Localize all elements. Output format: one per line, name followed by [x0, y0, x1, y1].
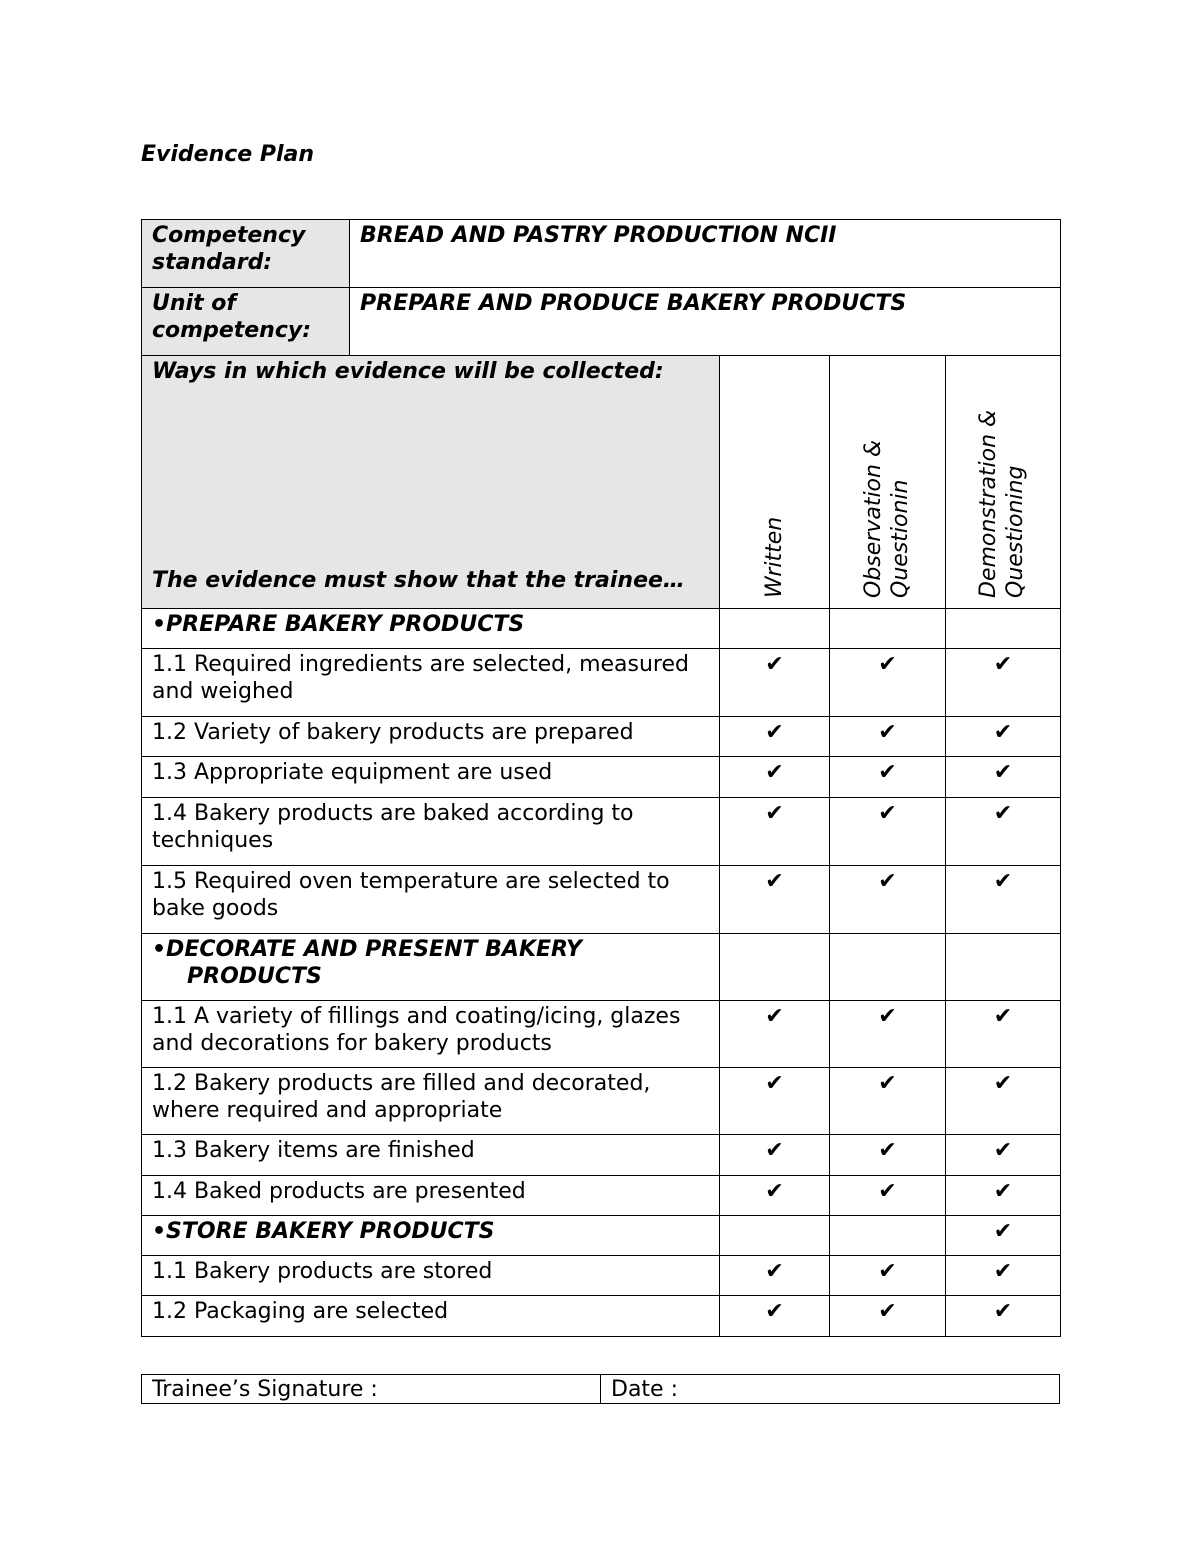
check-cell — [720, 1135, 830, 1176]
check-cell — [830, 1068, 946, 1135]
checkmark-icon: ✔ — [993, 1259, 1013, 1284]
column-demonstration — [946, 356, 1061, 609]
column-observation-label: Observation & Questionin — [860, 439, 913, 598]
check-cell — [946, 1256, 1061, 1296]
checkmark-icon: ✔ — [765, 869, 784, 894]
section-row — [142, 1216, 1061, 1256]
criterion-text: 1.4 Bakery products are baked according to techniques — [142, 798, 720, 866]
unit-of-competency-row — [142, 288, 1061, 356]
signature-row — [142, 1375, 1060, 1404]
check-cell — [830, 757, 946, 798]
check-cell — [720, 649, 830, 717]
checkmark-icon: ✔ — [878, 760, 897, 785]
checkmark-icon: ✔ — [765, 801, 784, 826]
checkmark-icon: ✔ — [878, 1071, 897, 1096]
table-row — [142, 757, 1061, 798]
section-title: •PREPARE BAKERY PRODUCTS — [142, 609, 720, 649]
checkmark-icon: ✔ — [878, 801, 897, 826]
section-title-line: PRODUCTS — [187, 964, 322, 989]
check-cell — [946, 934, 1061, 1001]
check-cell — [830, 1135, 946, 1176]
criterion-text: 1.1 A variety of fillings and coating/icing, glazes and decorations for bakery products — [142, 1001, 720, 1068]
check-cell — [946, 757, 1061, 798]
evidence-methods-header — [142, 356, 720, 609]
checkmark-icon: ✔ — [765, 760, 784, 785]
check-cell — [946, 1296, 1061, 1337]
check-cell — [946, 1068, 1061, 1135]
checkmark-icon: ✔ — [765, 1259, 784, 1284]
table-row — [142, 649, 1061, 717]
table-row — [142, 1176, 1061, 1216]
criterion-text: 1.4 Baked products are presented — [142, 1176, 720, 1216]
checkmark-icon: ✔ — [878, 1299, 897, 1324]
check-cell — [830, 717, 946, 757]
checkmark-icon: ✔ — [765, 1004, 784, 1029]
check-cell — [720, 866, 830, 934]
checkmark-icon: ✔ — [993, 760, 1013, 785]
check-cell — [830, 798, 946, 866]
trainee-signature-field[interactable]: Trainee’s Signature : — [142, 1375, 601, 1404]
check-cell — [830, 1296, 946, 1337]
checkmark-icon: ✔ — [993, 1219, 1013, 1244]
check-cell — [946, 1135, 1061, 1176]
competency-standard-value: BREAD AND PASTRY PRODUCTION NCII — [350, 220, 1061, 288]
checkmark-icon: ✔ — [993, 652, 1013, 677]
check-cell — [946, 649, 1061, 717]
check-cell — [720, 934, 830, 1001]
section-row — [142, 609, 1061, 649]
section-row — [142, 934, 1061, 1001]
date-field[interactable]: Date : — [601, 1375, 1060, 1404]
criterion-text: 1.2 Variety of bakery products are prepared — [142, 717, 720, 757]
unit-of-competency-label: Unit of competency: — [142, 288, 350, 356]
evidence-methods-header-row — [142, 356, 1061, 609]
checkmark-icon: ✔ — [878, 1138, 897, 1163]
checkmark-icon: ✔ — [878, 1259, 897, 1284]
check-cell — [830, 1176, 946, 1216]
evidence-plan-table — [141, 219, 1061, 1337]
check-cell — [830, 1256, 946, 1296]
section-title-line: •DECORATE AND PRESENT BAKERY — [152, 937, 582, 962]
check-cell — [830, 866, 946, 934]
checkmark-icon: ✔ — [993, 1138, 1013, 1163]
table-row — [142, 1068, 1061, 1135]
column-observation — [830, 356, 946, 609]
checkmark-icon: ✔ — [993, 801, 1013, 826]
checkmark-icon: ✔ — [765, 720, 784, 745]
section-title: •STORE BAKERY PRODUCTS — [142, 1216, 720, 1256]
check-cell — [946, 798, 1061, 866]
table-row — [142, 1135, 1061, 1176]
checkmark-icon: ✔ — [765, 1179, 784, 1204]
column-written-label: Written — [762, 516, 787, 598]
checkmark-icon: ✔ — [765, 1138, 784, 1163]
column-written — [720, 356, 830, 609]
checkmark-icon: ✔ — [765, 1299, 784, 1324]
checkmark-icon: ✔ — [993, 720, 1013, 745]
must-show-label: The evidence must show that the trainee… — [152, 568, 685, 593]
check-cell — [720, 1296, 830, 1337]
check-cell — [720, 1216, 830, 1256]
checkmark-icon: ✔ — [765, 652, 784, 677]
checkmark-icon: ✔ — [878, 1179, 897, 1204]
check-cell — [720, 757, 830, 798]
checkmark-icon: ✔ — [993, 1299, 1013, 1324]
check-cell — [720, 1256, 830, 1296]
table-row — [142, 866, 1061, 934]
check-cell — [946, 1176, 1061, 1216]
checkmark-icon: ✔ — [993, 1004, 1013, 1029]
check-cell — [720, 1068, 830, 1135]
table-row — [142, 1001, 1061, 1068]
check-cell — [830, 934, 946, 1001]
competency-standard-label: Competency standard: — [142, 220, 350, 288]
signature-table — [141, 1374, 1060, 1404]
check-cell — [720, 798, 830, 866]
check-cell — [720, 717, 830, 757]
checkmark-icon: ✔ — [878, 1004, 897, 1029]
table-row — [142, 717, 1061, 757]
competency-standard-row — [142, 220, 1061, 288]
column-demonstration-label: Demonstration & Questioning — [976, 409, 1029, 598]
criterion-text: 1.1 Required ingredients are selected, measured and weighed — [142, 649, 720, 717]
criterion-text: 1.3 Appropriate equipment are used — [142, 757, 720, 798]
check-cell — [830, 649, 946, 717]
criterion-text: 1.2 Packaging are selected — [142, 1296, 720, 1337]
checkmark-icon: ✔ — [993, 1179, 1013, 1204]
page-title: Evidence Plan — [141, 142, 315, 167]
table-row — [142, 798, 1061, 866]
check-cell — [830, 1216, 946, 1256]
ways-label: Ways in which evidence will be collected: — [152, 359, 664, 384]
criterion-text: 1.5 Required oven temperature are selected to bake goods — [142, 866, 720, 934]
evidence-rows — [142, 609, 1061, 1337]
check-cell — [830, 1001, 946, 1068]
check-cell — [720, 1001, 830, 1068]
check-cell — [946, 1216, 1061, 1256]
checkmark-icon: ✔ — [878, 869, 897, 894]
criterion-text: 1.2 Bakery products are filled and decorated, where required and appropriate — [142, 1068, 720, 1135]
check-cell — [720, 609, 830, 649]
check-cell — [946, 609, 1061, 649]
check-cell — [830, 609, 946, 649]
table-row — [142, 1256, 1061, 1296]
check-cell — [946, 1001, 1061, 1068]
table-row — [142, 1296, 1061, 1337]
checkmark-icon: ✔ — [878, 652, 897, 677]
checkmark-icon: ✔ — [993, 869, 1013, 894]
section-title — [142, 934, 720, 1001]
check-cell — [946, 717, 1061, 757]
criterion-text: 1.3 Bakery items are finished — [142, 1135, 720, 1176]
checkmark-icon: ✔ — [878, 720, 897, 745]
checkmark-icon: ✔ — [765, 1071, 784, 1096]
checkmark-icon: ✔ — [993, 1071, 1013, 1096]
check-cell — [720, 1176, 830, 1216]
unit-of-competency-value: PREPARE AND PRODUCE BAKERY PRODUCTS — [350, 288, 1061, 356]
criterion-text: 1.1 Bakery products are stored — [142, 1256, 720, 1296]
check-cell — [946, 866, 1061, 934]
